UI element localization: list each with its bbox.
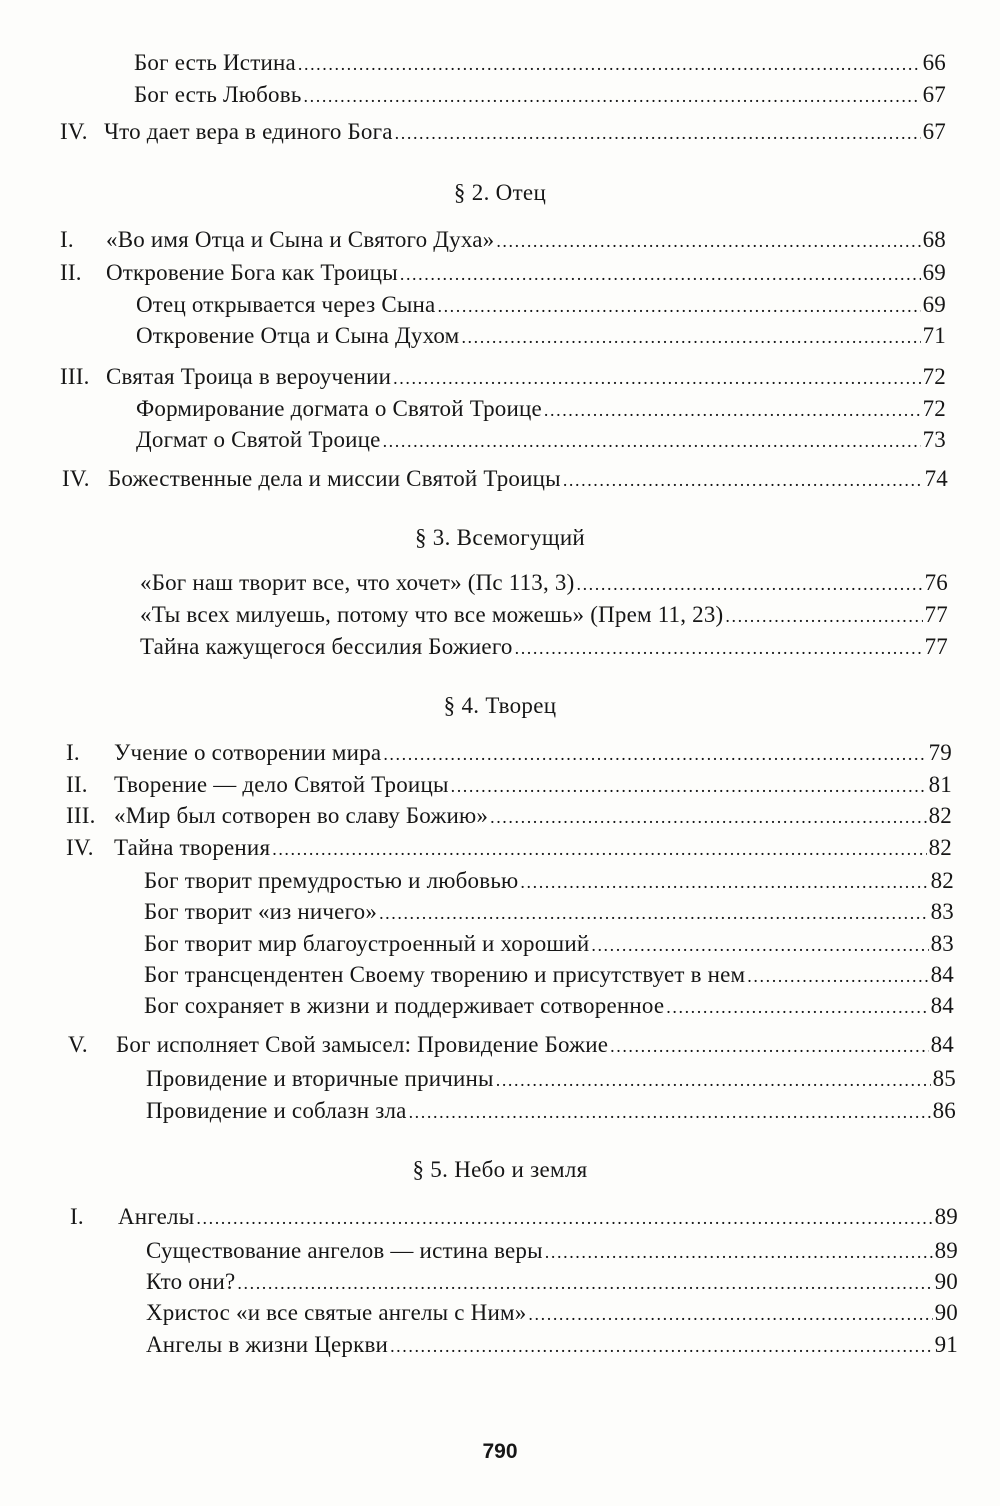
entry-page: 68 <box>922 227 946 252</box>
leader-dots <box>576 569 922 599</box>
entry-title: Ангелы в жизни Церкви <box>146 1332 389 1357</box>
leader-dots <box>545 1237 933 1267</box>
entry-page: 82 <box>928 803 952 828</box>
toc-entry <box>146 1267 958 1298</box>
entry-page: 86 <box>932 1098 956 1123</box>
entry-page: 73 <box>922 427 946 452</box>
toc-entry <box>60 225 946 256</box>
toc-entry <box>144 897 954 928</box>
entry-page: 89 <box>934 1238 958 1263</box>
leader-dots <box>666 992 928 1022</box>
leader-dots <box>544 395 921 425</box>
toc-entry <box>136 290 946 321</box>
toc-entry <box>146 1096 956 1127</box>
entry-number: III. <box>60 364 90 389</box>
entry-number: II. <box>66 772 88 797</box>
toc-entry <box>136 321 946 352</box>
entry-title: Отец открывается через Сына <box>136 292 436 317</box>
toc-entry <box>136 425 946 456</box>
entry-number: IV. <box>60 119 88 144</box>
entry-page: 67 <box>922 82 946 107</box>
leader-dots <box>383 426 921 456</box>
entry-page: 69 <box>922 292 946 317</box>
entry-title: Провидение и соблазн зла <box>146 1098 407 1123</box>
entry-title: Бог сохраняет в жизни и поддерживает сотворенное <box>144 993 665 1018</box>
entry-title: Бог есть Истина <box>134 50 296 75</box>
entry-page: 84 <box>930 962 954 987</box>
leader-dots <box>461 322 920 352</box>
entry-title: Бог творит премудростью и любовью <box>144 868 519 893</box>
entry-page: 76 <box>924 570 948 595</box>
entry-page: 84 <box>930 1032 954 1057</box>
leader-dots <box>395 118 921 148</box>
entry-title: «Мир был сотворен во славу Божию» <box>114 803 489 828</box>
leader-dots <box>196 1203 932 1233</box>
entry-page: 83 <box>930 899 954 924</box>
toc-entry <box>146 1064 956 1095</box>
section-heading: § 5. Небо и земля <box>412 1157 588 1182</box>
toc-entry <box>60 258 946 289</box>
toc-entry <box>134 80 946 111</box>
entry-title: Бог творит мир благоустроенный и хороший <box>144 931 590 956</box>
toc-entry <box>140 568 948 599</box>
entry-number: IV. <box>66 835 94 860</box>
entry-title: Божественные дела и миссии Святой Троицы <box>108 466 561 491</box>
entry-title: Существование ангелов — истина веры <box>146 1238 543 1263</box>
leader-dots <box>490 802 926 832</box>
entry-title: Откровение Отца и Сына Духом <box>136 323 460 348</box>
toc-entry <box>140 632 948 663</box>
entry-page: 81 <box>928 772 952 797</box>
entry-title: Ангелы <box>118 1204 195 1229</box>
entry-title: «Бог наш творит все, что хочет» (Пс 113, 3) <box>140 570 575 595</box>
leader-dots <box>304 81 921 111</box>
leader-dots <box>451 771 927 801</box>
leader-dots <box>747 961 928 991</box>
entry-number: IV. <box>62 466 90 491</box>
toc-entry <box>66 801 952 832</box>
entry-title: Тайна кажущегося бессилия Божиего <box>140 634 513 659</box>
entry-title: Творение — дело Святой Троицы <box>114 772 449 797</box>
entry-page: 82 <box>930 868 954 893</box>
entry-page: 77 <box>924 634 948 659</box>
entry-page: 67 <box>922 119 946 144</box>
page-number: 790 <box>482 1440 518 1463</box>
section-heading: § 3. Всемогущий <box>414 525 586 550</box>
toc-entry <box>60 117 946 148</box>
entry-title: Провидение и вторичные причины <box>146 1066 494 1091</box>
entry-title: Кто они? <box>146 1269 236 1294</box>
entry-number: V. <box>68 1032 88 1057</box>
leader-dots <box>383 739 926 769</box>
leader-dots <box>400 259 921 289</box>
entry-title: Учение о сотворении мира <box>114 740 382 765</box>
entry-number: II. <box>60 260 82 285</box>
section-heading: § 4. Творец <box>443 693 557 718</box>
toc-entry <box>66 833 952 864</box>
entry-page: 85 <box>932 1066 956 1091</box>
toc-entry <box>62 464 948 495</box>
entry-title: Бог есть Любовь <box>134 82 302 107</box>
leader-dots <box>515 633 923 663</box>
leader-dots <box>520 867 928 897</box>
leader-dots <box>528 1299 932 1329</box>
entry-number: III. <box>66 803 96 828</box>
toc-entry <box>146 1236 958 1267</box>
leader-dots <box>298 49 921 79</box>
entry-page: 69 <box>922 260 946 285</box>
leader-dots <box>409 1097 931 1127</box>
entry-title: Что дает вера в единого Бога <box>104 119 393 144</box>
entry-title: «Во имя Отца и Сына и Святого Духа» <box>106 227 495 252</box>
toc-entry <box>144 991 954 1022</box>
toc-entry <box>66 738 952 769</box>
entry-title: Бог творит «из ничего» <box>144 899 378 924</box>
entry-page: 84 <box>930 993 954 1018</box>
entry-page: 71 <box>922 323 946 348</box>
entry-page: 79 <box>928 740 952 765</box>
toc-entry <box>146 1298 958 1329</box>
toc-entry <box>60 362 946 393</box>
entry-page: 83 <box>930 931 954 956</box>
entry-page: 77 <box>924 602 948 627</box>
toc-entry <box>144 960 954 991</box>
toc-entry <box>136 394 946 425</box>
entry-title: Христос «и все святые ангелы с Ним» <box>146 1300 527 1325</box>
entry-page: 74 <box>924 466 948 491</box>
leader-dots <box>393 363 920 393</box>
section-heading: § 2. Отец <box>453 180 547 205</box>
entry-page: 82 <box>928 835 952 860</box>
entry-number: I. <box>60 227 74 252</box>
leader-dots <box>725 601 922 631</box>
leader-dots <box>390 1331 933 1361</box>
toc-entry <box>70 1202 958 1233</box>
toc-entry <box>66 770 952 801</box>
leader-dots <box>272 834 926 864</box>
leader-dots <box>237 1268 932 1298</box>
entry-page: 90 <box>934 1300 958 1325</box>
toc-entry <box>144 929 954 960</box>
entry-number: I. <box>70 1204 84 1229</box>
leader-dots <box>591 930 928 960</box>
leader-dots <box>496 226 920 256</box>
leader-dots <box>496 1065 931 1095</box>
toc-entry <box>146 1330 958 1361</box>
toc-entry <box>134 48 946 79</box>
leader-dots <box>437 291 920 321</box>
entry-page: 89 <box>934 1204 958 1229</box>
entry-title: «Ты всех милуешь, потому что все можешь» (Прем 11, 23) <box>140 602 724 627</box>
entry-number: I. <box>66 740 80 765</box>
toc-entry <box>140 600 948 631</box>
entry-title: Формирование догмата о Святой Троице <box>136 396 542 421</box>
entry-page: 72 <box>922 396 946 421</box>
entry-title: Бог исполняет Свой замысел: Провидение Божие <box>116 1032 609 1057</box>
entry-title: Бог трансцендентен Своему творению и присутствует в нем <box>144 962 746 987</box>
toc-entry <box>68 1030 954 1061</box>
entry-title: Святая Троица в вероучении <box>106 364 392 389</box>
entry-page: 72 <box>922 364 946 389</box>
entry-title: Откровение Бога как Троицы <box>106 260 398 285</box>
leader-dots <box>379 898 929 928</box>
entry-page: 91 <box>934 1332 958 1357</box>
entry-page: 90 <box>934 1269 958 1294</box>
leader-dots <box>610 1031 928 1061</box>
entry-title: Тайна творения <box>114 835 271 860</box>
entry-title: Догмат о Святой Троице <box>136 427 381 452</box>
toc-entry <box>144 866 954 897</box>
leader-dots <box>563 465 923 495</box>
entry-page: 66 <box>922 50 946 75</box>
